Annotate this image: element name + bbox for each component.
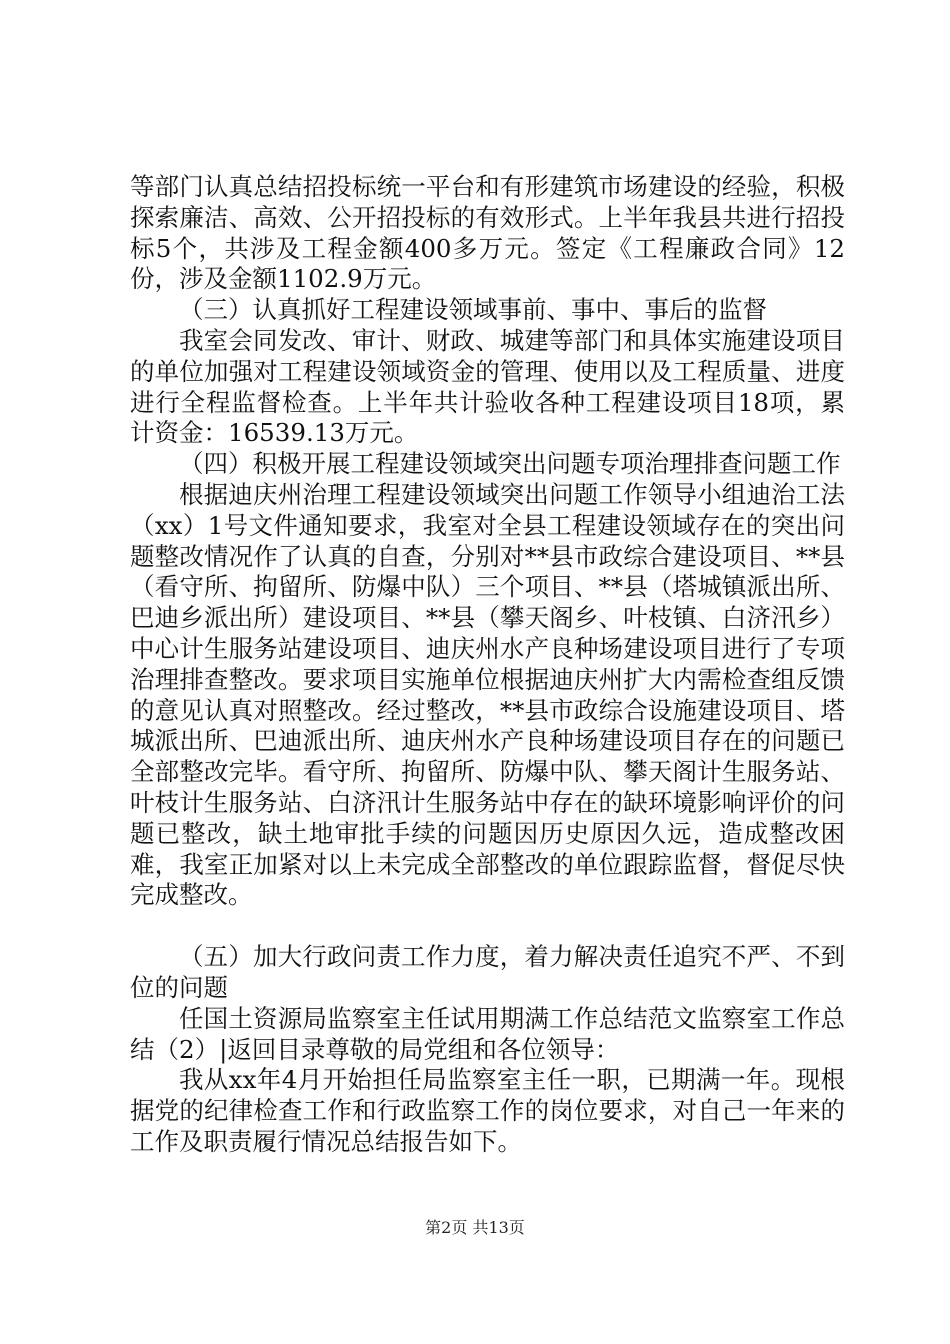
document-body [130,172,845,1158]
page-footer: 第2页 共13页 [425,1218,525,1237]
section-heading-5: （五）加大行政问责工作力度，着力解决责任追究不严、不到位的问题 [130,942,845,1002]
paragraph-report-intro: 我从xx年4月开始担任局监察室主任一职，已期满一年。现根据党的纪律检查工作和行政监察工作的岗位要求，对自己一年来的工作及职责履行情况总结报告如下。 [130,1065,845,1156]
paragraph-bidding-summary: 等部门认真总结招投标统一平台和有形建筑市场建设的经验，积极探索廉洁、高效、公开招投标的有效形式。上半年我县共进行招投标5个，共涉及工程金额400多万元。签定《工程廉政合同》12份，涉及金额1102.9万元。 [130,172,845,294]
paragraph-rectification: 根据迪庆州治理工程建设领域突出问题工作领导小组迪治工法（xx）1号文件通知要求，我室对全县工程建设领域存在的突出问题整改情况作了认真的自查，分别对**县市政综合建设项目、**县（看守所、拘留所、防爆中队）三个项目、**县（塔城镇派出所、巴迪乡派出所）建设项目、**县（攀天阁乡、叶枝镇、白济汛乡）中心计生服务站建设项目、迪庆州水产良种场建设项目进行了专项治理排查整改。要求项目实施单位根据迪庆州扩大内需检查组反馈的意见认真对照整改。经过整改，**县市政综合设施建设项目、塔城派出所、巴迪派出所、迪庆州水产良种场建设项目存在的问题已全部整改完毕。看守所、拘留所、防爆中队、攀天阁计生服务站、叶枝计生服务站、白济汛计生服务站中存在的缺环境影响评价的问题已整改，缺土地审批手续的问题因历史原因久远，造成整改困难，我室正加紧对以上未完成全部整改的单位跟踪监督，督促尽快完成整改。 [130,479,845,910]
paragraph-supervision: 我室会同发改、审计、财政、城建等部门和具体实施建设项目的单位加强对工程建设领域资金的管理、使用以及工程质量、进度进行全程监督检查。上半年共计验收各种工程建设项目18项，累计资金：16539.13万元。 [130,325,845,448]
section-heading-4: （四）积极开展工程建设领域突出问题专项治理排查问题工作 [179,449,841,479]
paragraph-spacer [130,911,845,942]
section-heading-3: （三）认真抓好工程建设领域事前、事中、事后的监督 [179,295,767,325]
paragraph-report-title: 任国土资源局监察室主任试用期满工作总结范文监察室工作总结（2）|返回目录尊敬的局党组和各位领导： [130,1003,845,1064]
